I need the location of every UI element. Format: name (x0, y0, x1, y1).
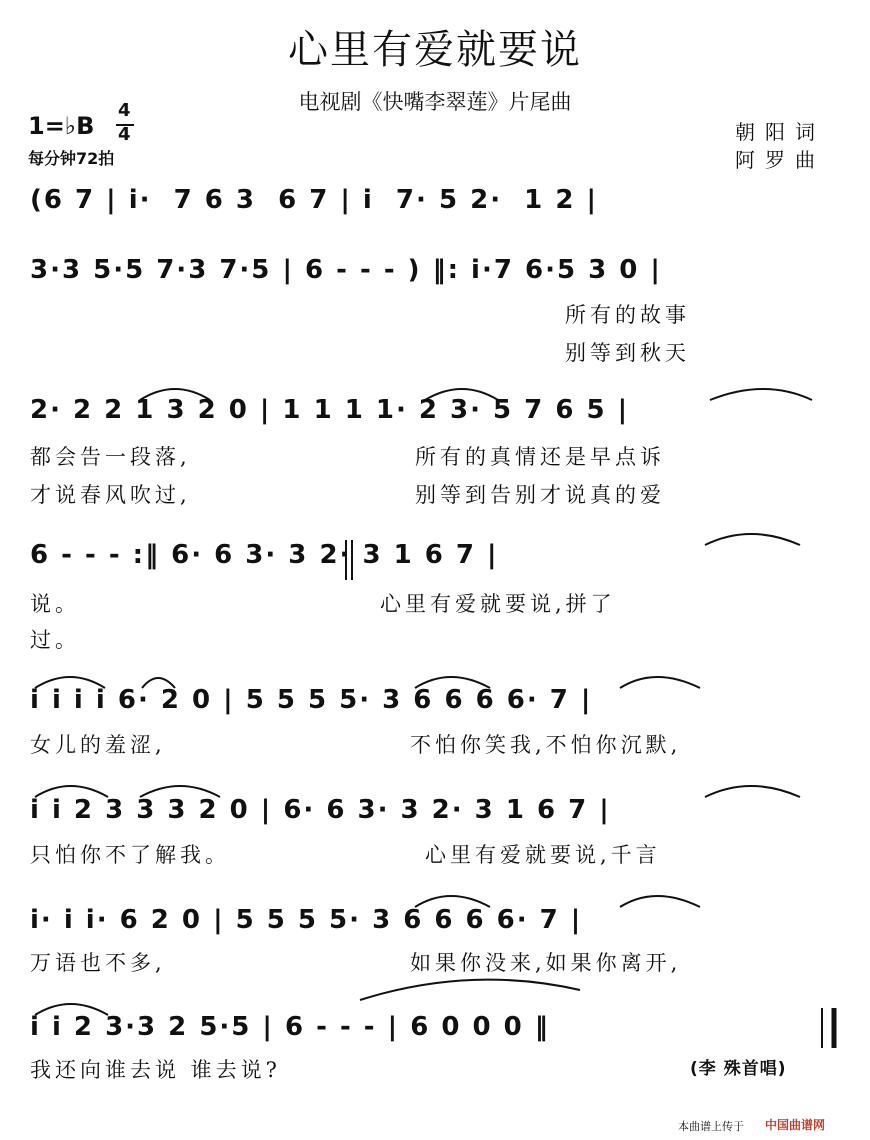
lyric: 万语也不多, (30, 951, 166, 975)
lyric: 只怕你不了解我。 (30, 843, 230, 867)
notes: 6 - - - :‖ 6· 6 3· 3 2· 3 1 6 7 | (30, 540, 499, 570)
site-logo: 中国曲谱网 (765, 1118, 826, 1132)
notes: 3·3 5·5 7·3 7·5 | 6 - - - ) ‖: i·7 6·5 3 0 | (30, 255, 662, 285)
lyric-verse-2: 过。 (30, 628, 80, 652)
notes: (6 7 | i· 7 6 3 6 7 | i 7· 5 2· 1 2 | (30, 185, 598, 215)
time-signature-top: 4 (118, 100, 131, 121)
time-signature-bottom: 4 (118, 124, 131, 145)
lyricist: 朝阳词 (735, 120, 825, 144)
lyric-verse-1: 都会告一段落, (30, 445, 191, 469)
page-title: 心里有爱就要说 (288, 27, 582, 73)
lyric-right: 心里有爱就要说,拼了 (380, 592, 616, 616)
lyric-verse-2: 别等到秋天 (565, 341, 690, 365)
notes: i i i i 6· 2 0 | 5 5 5 5· 3 6 6 6 6· 7 | (30, 685, 593, 715)
notes: i· i i· 6 2 0 | 5 5 5 5· 3 6 6 6 6· 7 | (30, 905, 583, 935)
lyric-verse-1: 说。 (30, 592, 80, 616)
lyric-verse-1: 所有的故事 (565, 303, 690, 327)
lyric-right: 不怕你笑我,不怕你沉默, (410, 733, 682, 757)
tempo: 每分钟72拍 (28, 149, 115, 168)
notes: i i 2 3·3 2 5·5 | 6 - - - | 6 0 0 0 ‖ (30, 1012, 550, 1042)
notes: 2· 2 2 1 3 2 0 | 1 1 1 1· 2 3· 5 7 6 5 | (30, 395, 630, 425)
lyric: 我还向谁去说 谁去说? (30, 1058, 281, 1082)
lyric-verse-2-right: 别等到告别才说真的爱 (415, 483, 665, 507)
lyric: 女儿的羞涩, (30, 733, 166, 757)
lyric-verse-1-right: 所有的真情还是早点诉 (415, 445, 665, 469)
composer: 阿罗曲 (735, 148, 825, 172)
lyric-verse-2: 才说春风吹过, (30, 483, 191, 507)
upload-note: 本曲谱上传于 (678, 1120, 744, 1133)
lyric-right: 如果你没来,如果你离开, (410, 951, 682, 975)
lyric-right: 心里有爱就要说,千言 (425, 843, 661, 867)
key-signature: 1=♭B (28, 112, 95, 140)
notes: i i 2 3 3 3 2 0 | 6· 6 3· 3 2· 3 1 6 7 | (30, 795, 611, 825)
performer-credit: (李 殊首唱) (690, 1059, 787, 1079)
subtitle: 电视剧《快嘴李翠莲》片尾曲 (298, 90, 572, 114)
